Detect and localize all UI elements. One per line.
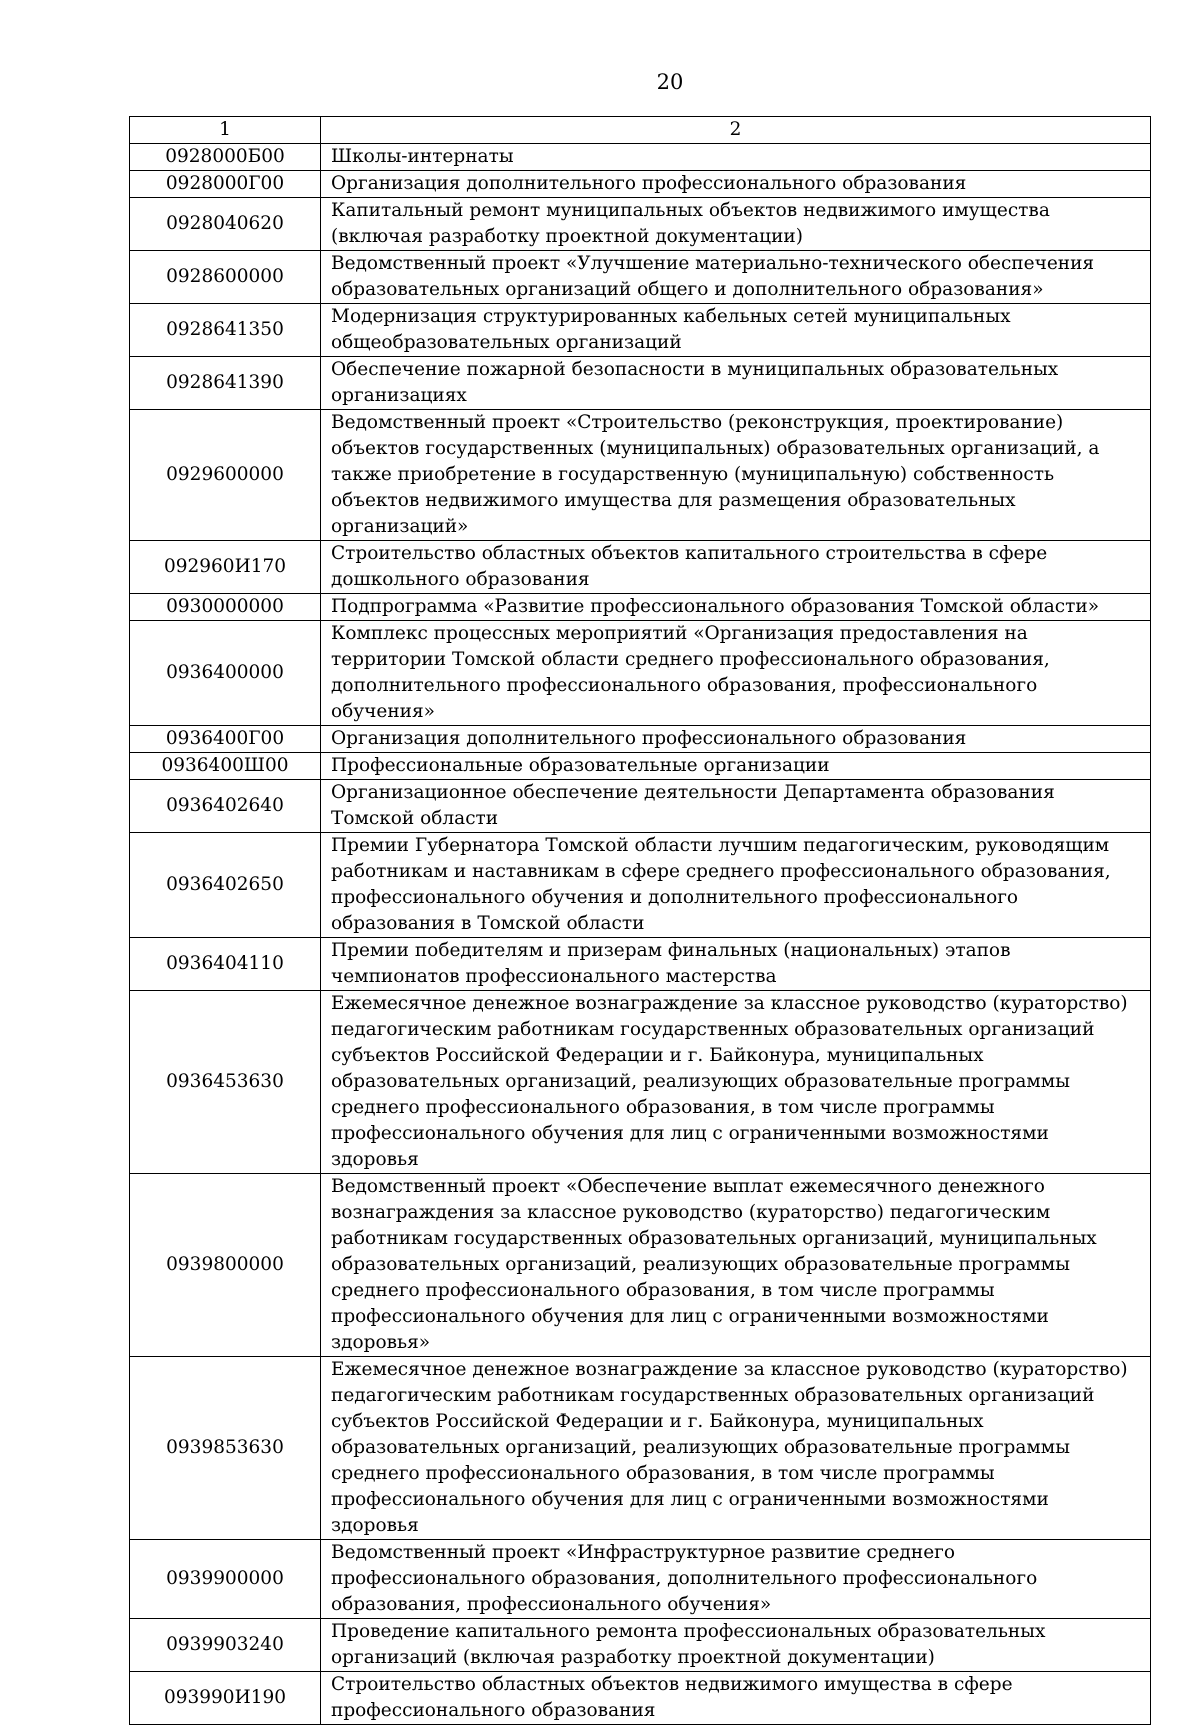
row-code: 0928000Г00 [130, 171, 321, 198]
row-code: 0928000Б00 [130, 144, 321, 171]
table-row [130, 726, 1151, 753]
row-code: 093990И190 [130, 1672, 321, 1725]
table-row [130, 171, 1151, 198]
row-code: 0936400000 [130, 621, 321, 726]
row-name: Строительство областных объектов недвижимого имущества в сфере профессионального образования [321, 1672, 1151, 1725]
row-name: Ежемесячное денежное вознаграждение за классное руководство (кураторство) педагогическим работникам государственных образовательных организаций субъектов Российской Федерации и г. Байконура, муниципальных образовательных организаций, реализующих образовательные программы среднего профессионального образования, в том числе программы профессионального обучения для лиц с ограниченными возможностями здоровья [321, 991, 1151, 1174]
row-name: Обеспечение пожарной безопасности в муниципальных образовательных организациях [321, 357, 1151, 410]
row-name: Модернизация структурированных кабельных сетей муниципальных общеобразовательных организаций [321, 304, 1151, 357]
table-row [130, 541, 1151, 594]
table-row [130, 938, 1151, 991]
table-row [130, 144, 1151, 171]
row-name: Ведомственный проект «Инфраструктурное развитие среднего профессионального образования, дополнительного профессионального образования, профессионального обучения» [321, 1540, 1151, 1619]
row-name: Ежемесячное денежное вознаграждение за классное руководство (кураторство) педагогическим работникам государственных образовательных организаций субъектов Российской Федерации и г. Байконура, муниципальных образовательных организаций, реализующих образовательные программы среднего профессионального образования, в том числе программы профессионального обучения для лиц с ограниченными возможностями здоровья [321, 1357, 1151, 1540]
row-name: Ведомственный проект «Улучшение материально-технического обеспечения образовательных организаций общего и дополнительного образования» [321, 251, 1151, 304]
column-header-name: 2 [321, 117, 1151, 144]
table-row [130, 780, 1151, 833]
row-code: 0928641350 [130, 304, 321, 357]
row-code: 0936453630 [130, 991, 321, 1174]
row-name: Проведение капитального ремонта профессиональных образовательных организаций (включая разработку проектной документации) [321, 1619, 1151, 1672]
row-code: 0939903240 [130, 1619, 321, 1672]
table-row [130, 594, 1151, 621]
row-name: Ведомственный проект «Строительство (реконструкция, проектирование) объектов государственных (муниципальных) образовательных организаций, а также приобретение в государственную (муниципальную) собственность объектов недвижимого имущества для размещения образовательных организаций» [321, 410, 1151, 541]
row-code: 0928040620 [130, 198, 321, 251]
row-code: 092960И170 [130, 541, 321, 594]
row-code: 0936400Г00 [130, 726, 321, 753]
row-name: Организационное обеспечение деятельности Департамента образования Томской области [321, 780, 1151, 833]
page-number: 20 [656, 70, 684, 94]
row-name: Премии победителям и призерам финальных (национальных) этапов чемпионатов профессионального мастерства [321, 938, 1151, 991]
row-code: 0929600000 [130, 410, 321, 541]
row-code: 0936404110 [130, 938, 321, 991]
row-name: Ведомственный проект «Обеспечение выплат ежемесячного денежного вознаграждения за классное руководство (кураторство) педагогическим работникам государственных образовательных организаций, муниципальных образовательных организаций, реализующих образовательные программы среднего профессионального образования, в том числе программы профессионального обучения для лиц с ограниченными возможностями здоровья» [321, 1174, 1151, 1357]
table-row [130, 198, 1151, 251]
row-name: Премии Губернатора Томской области лучшим педагогическим, руководящим работникам и наставникам в сфере среднего профессионального образования, профессионального обучения и дополнительного профессионального образования в Томской области [321, 833, 1151, 938]
row-name: Профессиональные образовательные организации [321, 753, 1151, 780]
row-code: 0928600000 [130, 251, 321, 304]
row-name: Капитальный ремонт муниципальных объектов недвижимого имущества (включая разработку проектной документации) [321, 198, 1151, 251]
row-code: 0939853630 [130, 1357, 321, 1540]
row-name: Комплекс процессных мероприятий «Организация предоставления на территории Томской области среднего профессионального образования, дополнительного профессионального образования, профессионального обучения» [321, 621, 1151, 726]
row-code: 0939900000 [130, 1540, 321, 1619]
row-code: 0930000000 [130, 594, 321, 621]
table-row [130, 833, 1151, 938]
table-row [130, 1540, 1151, 1619]
table-row [130, 410, 1151, 541]
table-row [130, 621, 1151, 726]
row-name: Школы-интернаты [321, 144, 1151, 171]
table-row [130, 991, 1151, 1174]
table-row [130, 753, 1151, 780]
table-row [130, 1174, 1151, 1357]
table-row [130, 1619, 1151, 1672]
row-code: 0928641390 [130, 357, 321, 410]
row-code: 0939800000 [130, 1174, 321, 1357]
row-code: 0936400Ш00 [130, 753, 321, 780]
table-row [130, 304, 1151, 357]
row-code: 0936402640 [130, 780, 321, 833]
budget-codes-table [129, 116, 1151, 1725]
table-row [130, 1357, 1151, 1540]
row-name: Организация дополнительного профессионального образования [321, 726, 1151, 753]
table-row [130, 1672, 1151, 1725]
table-row [130, 357, 1151, 410]
row-name: Организация дополнительного профессионального образования [321, 171, 1151, 198]
row-name: Подпрограмма «Развитие профессионального образования Томской области» [321, 594, 1151, 621]
table-header-row [130, 117, 1151, 144]
table-row [130, 251, 1151, 304]
row-code: 0936402650 [130, 833, 321, 938]
row-name: Строительство областных объектов капитального строительства в сфере дошкольного образования [321, 541, 1151, 594]
column-header-code: 1 [130, 117, 321, 144]
